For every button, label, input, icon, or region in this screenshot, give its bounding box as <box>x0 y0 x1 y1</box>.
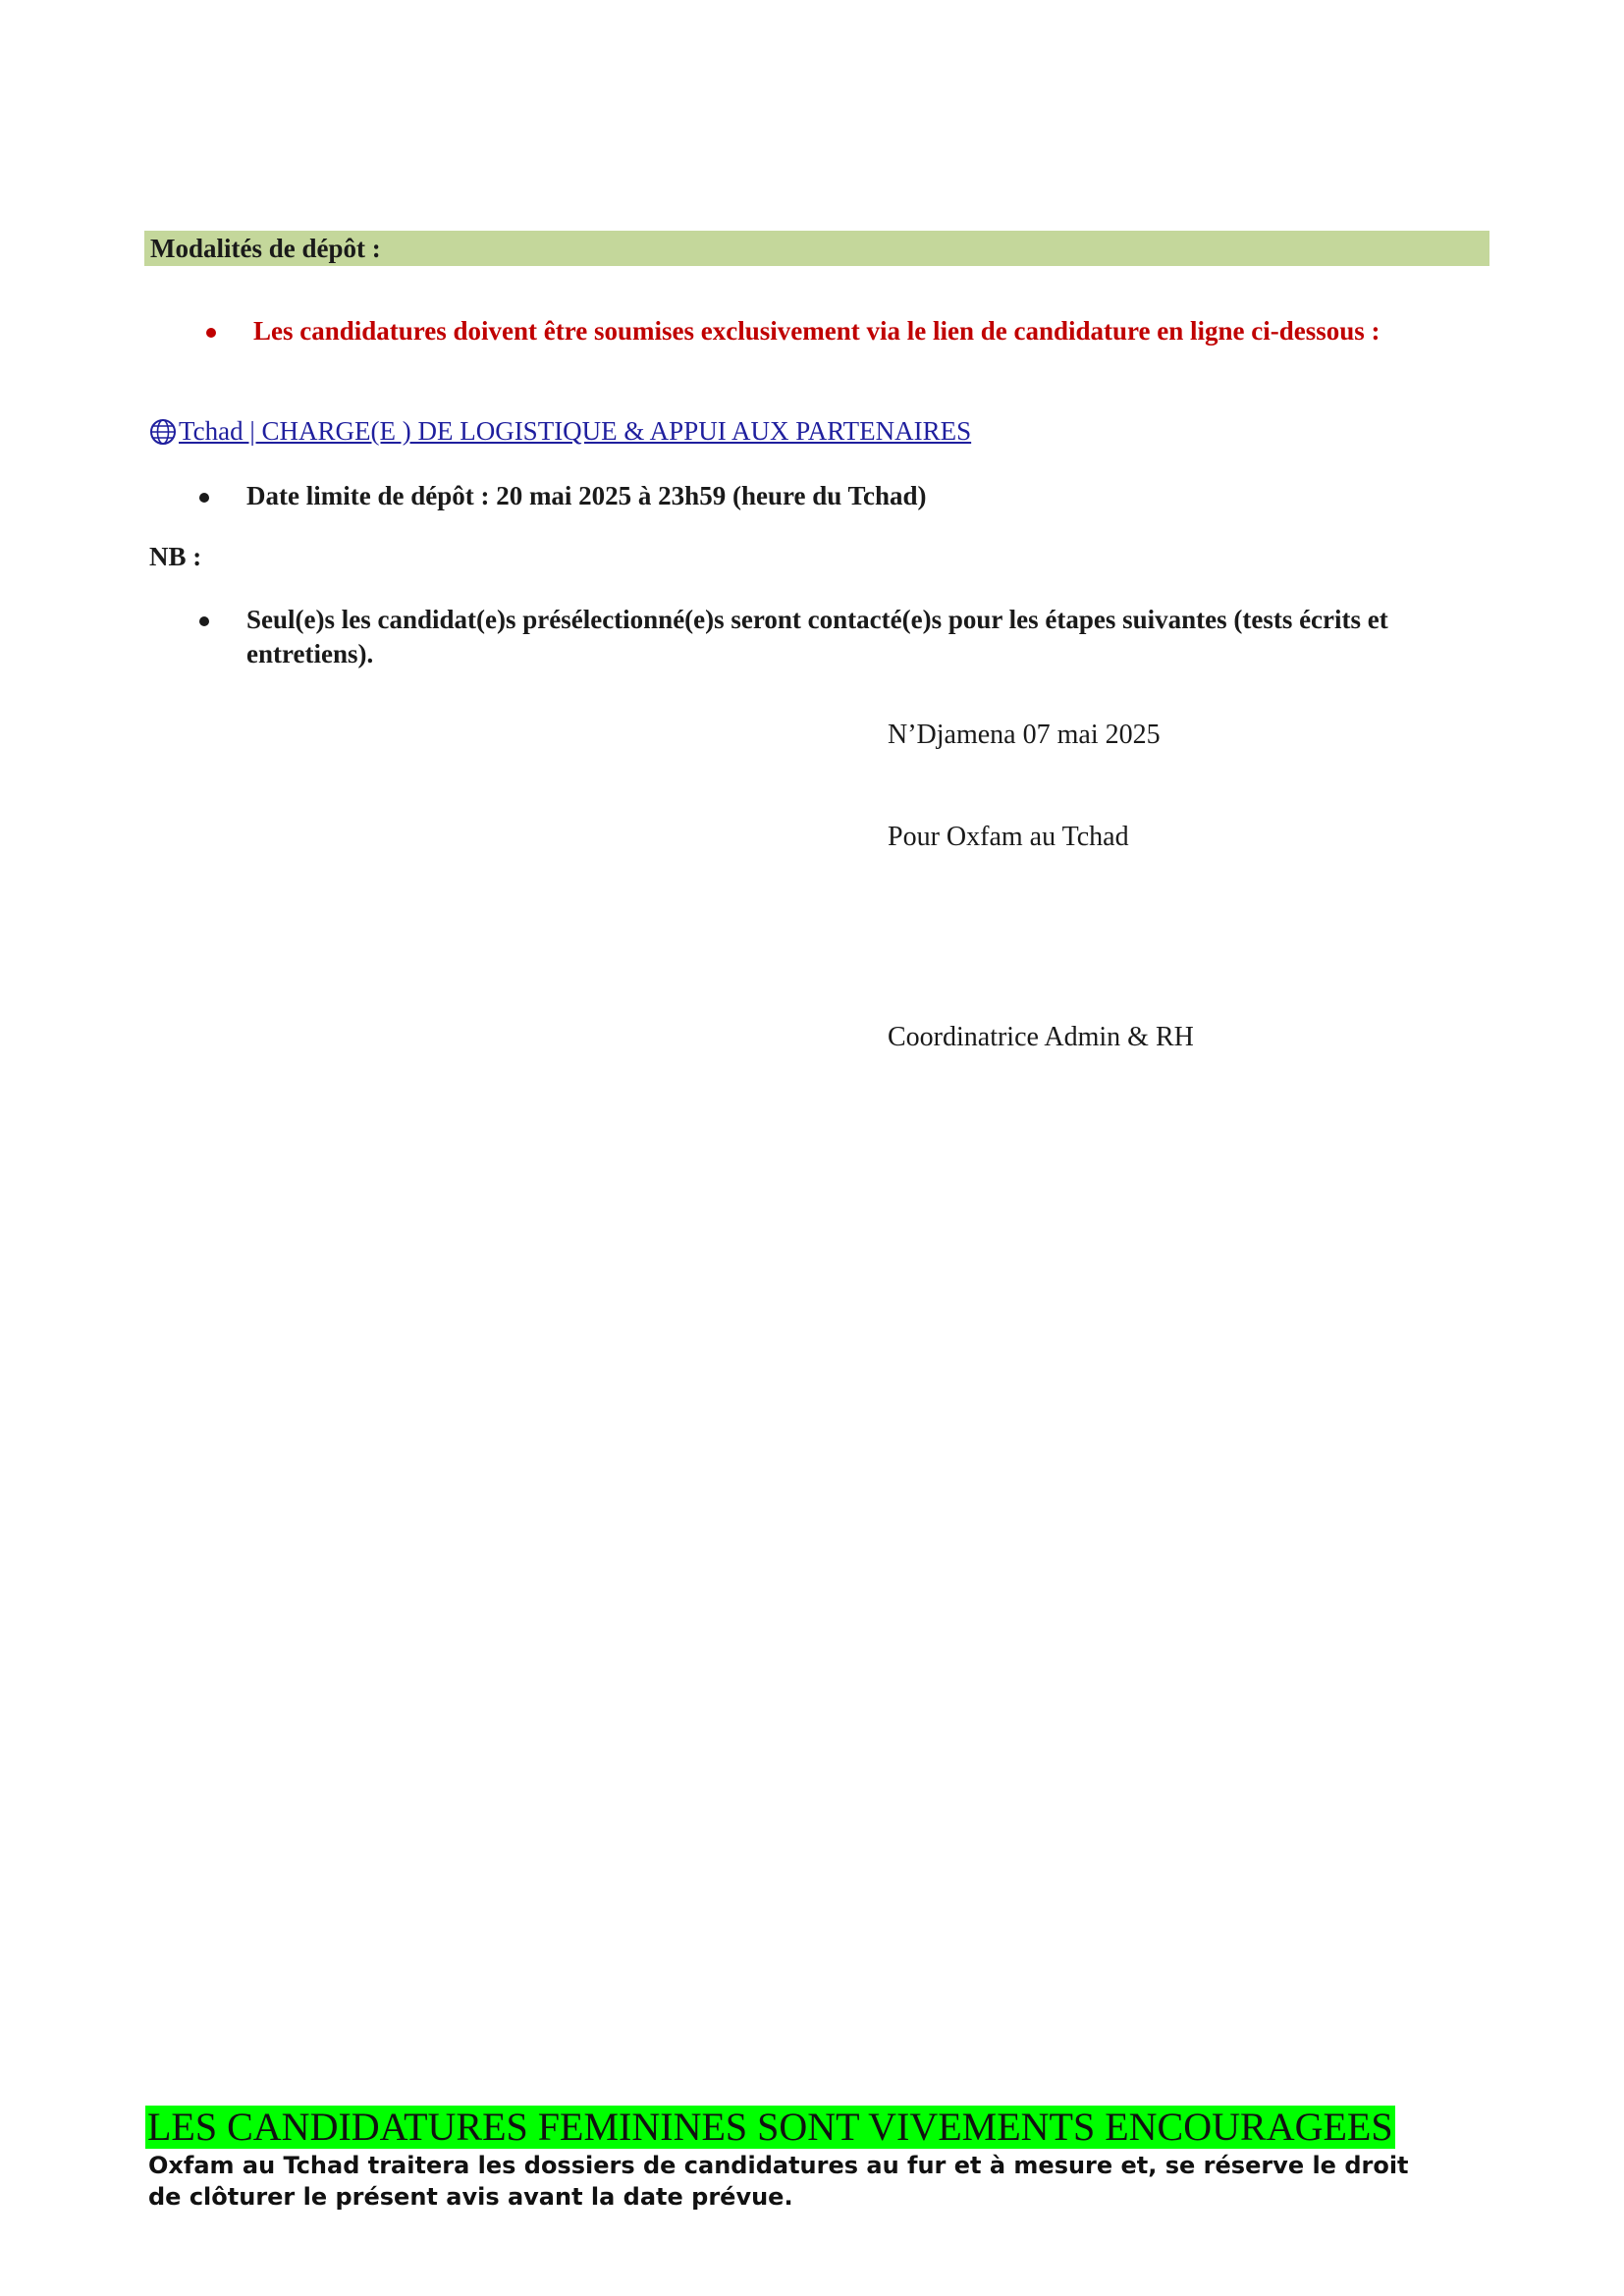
submission-instruction: Les candidatures doivent être soumises exclusivement via le lien de candidature en ligne ci-dessous : <box>253 316 1380 346</box>
deadline-bullet <box>199 479 1446 513</box>
signature-role: Coordinatrice Admin & RH <box>888 1022 1194 1052</box>
nb-bullet <box>199 603 1466 671</box>
female-candidates-banner: LES CANDIDATURES FEMININES SONT VIVEMENTS ENCOURAGEES <box>147 2105 1393 2149</box>
application-link-text[interactable]: Tchad | CHARGE(E ) DE LOGISTIQUE & APPUI AUX PARTENAIRES <box>179 416 972 446</box>
submission-bullet <box>206 314 1453 348</box>
globe-icon <box>149 418 177 446</box>
signature-place-date: N’Djamena 07 mai 2025 <box>888 720 1161 750</box>
signature-on-behalf: Pour Oxfam au Tchad <box>888 822 1129 852</box>
application-link[interactable] <box>149 416 971 447</box>
bullet-icon <box>199 493 209 503</box>
section-title: Modalités de dépôt : <box>150 234 381 263</box>
deadline-text: Date limite de dépôt : 20 mai 2025 à 23h59 (heure du Tchad) <box>246 481 927 510</box>
nb-label: NB : <box>149 542 202 571</box>
nb-text: Seul(e)s les candidat(e)s présélectionné(e)s seront contacté(e)s pour les étapes suivantes (tests écrits et entretiens). <box>246 605 1388 668</box>
bullet-icon <box>206 328 216 338</box>
bullet-icon <box>199 616 209 626</box>
section-header <box>144 231 1489 266</box>
footer-note: Oxfam au Tchad traitera les dossiers de candidatures au fur et à mesure et, se réserve le droit de clôturer le présent avis avant la date prévue. <box>148 2152 1409 2211</box>
